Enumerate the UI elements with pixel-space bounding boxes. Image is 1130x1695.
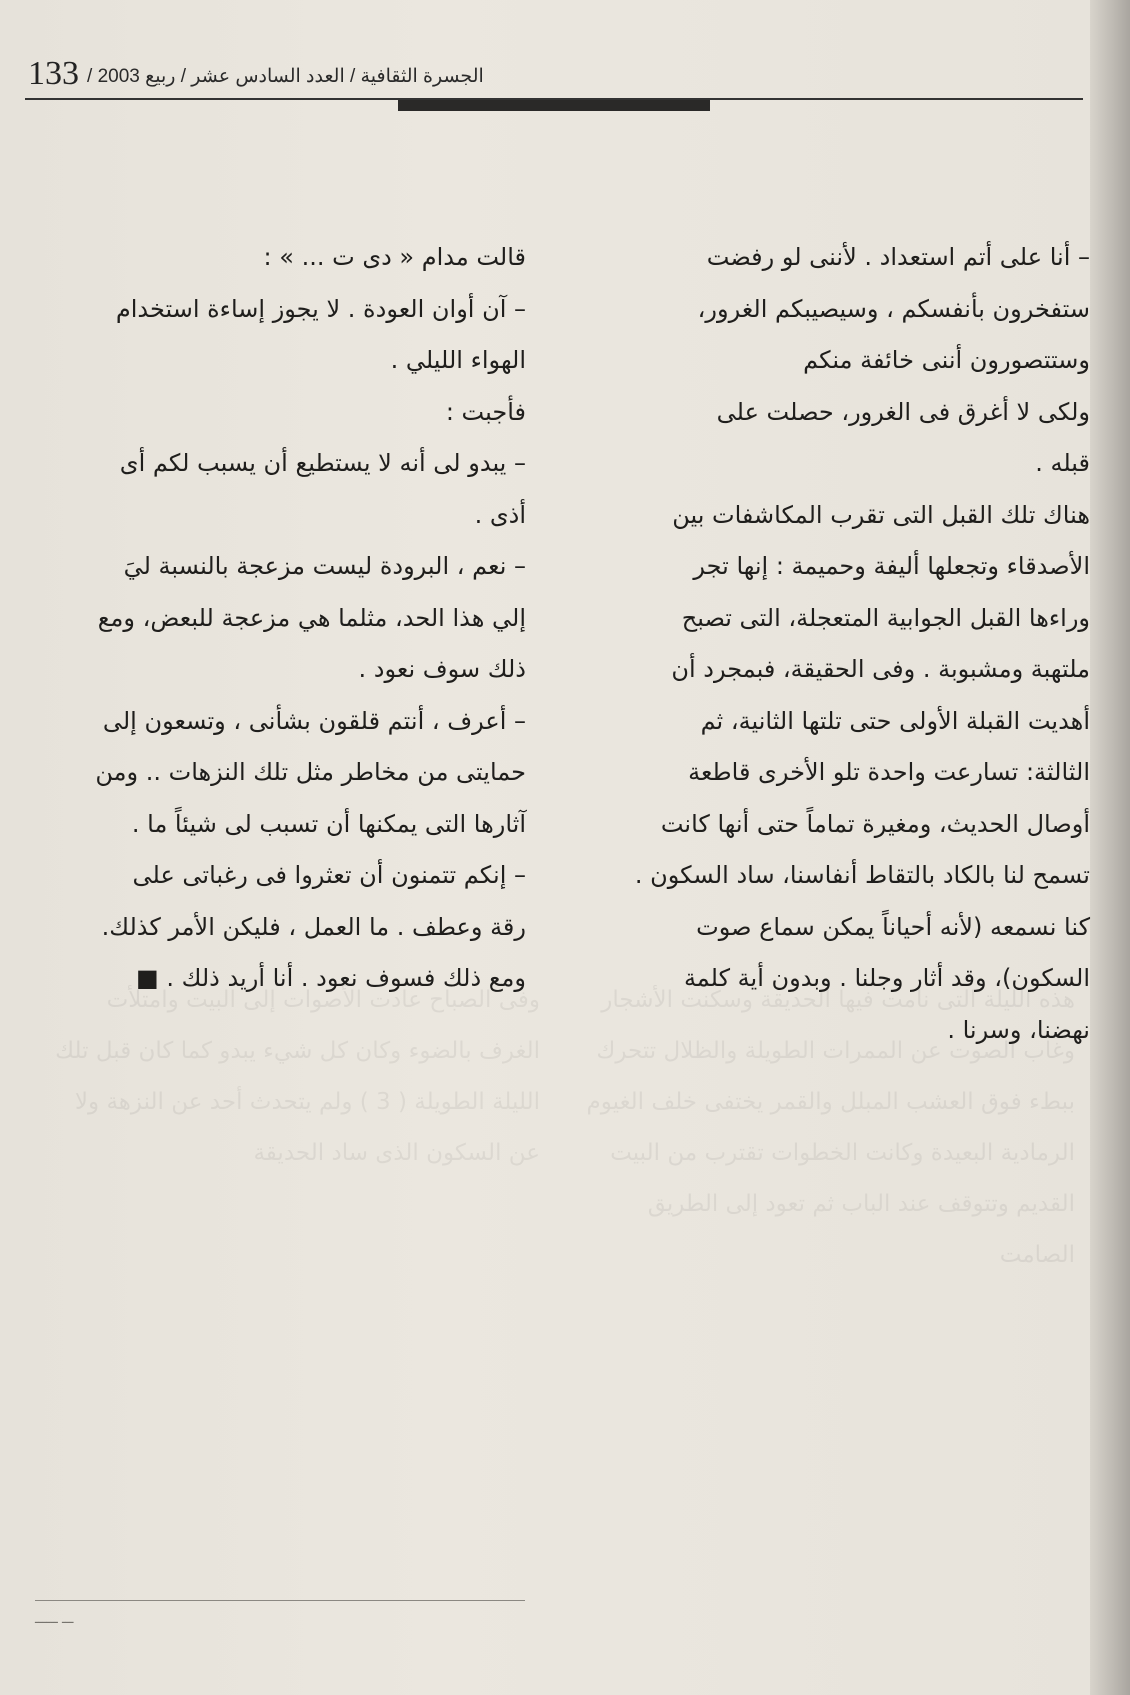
text-line: قالت مدام « دى ت ... » : xyxy=(263,243,526,271)
text-line: – إنكم تتمنون أن تعثروا فى رغباتى على xyxy=(132,861,526,889)
text-line: إلي هذا الحد، مثلما هي مزعجة للبعض، ومع xyxy=(97,603,526,632)
text-line: – أنا على أتم استعداد . لأننى لو رفضت xyxy=(706,243,1090,271)
bleed-through-text-right: هذه الليلة التى نامت فيها الحديقة وسكنت الأشجار وغاب الصوت عن الممرات الطويلة والظلال تتحرك ببطء فوق العشب المبلل والقمر يختفى خلف الغيوم الرمادية البعيدة وكانت الخطوات تقترب من البيت القديم وتتوقف عند الباب ثم تعود إلى الطريق الصامت xyxy=(586,987,1075,1268)
bleed-through-text-left: وفى الصباح عادت الأصوات إلى البيت وامتلأت الغرف بالضوء وكان كل شيء يبدو كما كان قبل تلك الليلة الطويلة ( 3 ) ولم يتحدث أحد عن النزهة ولا عن السكون الذى ساد الحديقة xyxy=(55,987,540,1166)
text-line: – يبدو لى أنه لا يستطيع أن يسبب لكم أى xyxy=(119,449,526,477)
header-bar xyxy=(398,100,710,111)
text-line: الأصدقاء وتجعلها أليفة وحميمة : إنها تجر xyxy=(693,552,1090,580)
footnote: ـــ ــــــ xyxy=(35,1612,74,1627)
text-line: ذلك سوف نعود . xyxy=(358,655,526,683)
text-line: هناك تلك القبل التى تقرب المكاشفات بين xyxy=(672,500,1090,529)
text-line: ولكى لا أغرق فى الغرور، حصلت على xyxy=(716,397,1090,426)
text-line: السكون)، وقد أثار وجلنا . وبدون أية كلمة xyxy=(683,964,1090,992)
text-line: وراءها القبل الجوابية المتعجلة، التى تصبح xyxy=(681,603,1090,632)
text-column-left xyxy=(40,232,526,1005)
text-line: الثالثة: تسارعت واحدة تلو الأخرى قاطعة xyxy=(688,758,1090,786)
text-line: آثارها التى يمكنها أن تسبب لى شيئاً ما . xyxy=(131,809,526,838)
text-line: أذى . xyxy=(474,500,526,529)
text-line: نهضنا، وسرنا . xyxy=(947,1015,1090,1044)
text-line: فأجبت : xyxy=(445,397,526,426)
text-line: – آن أوان العودة . لا يجوز إساءة استخدام xyxy=(115,294,526,323)
text-line: أوصال الحديث، ومغيرة تماماً حتى أنها كانت xyxy=(660,809,1090,838)
text-line: الهواء الليلي . xyxy=(390,346,526,374)
text-line: – أعرف ، أنتم قلقون بشأنى ، وتسعون إلى xyxy=(102,706,526,735)
text-line: أهديت القبلة الأولى حتى تلتها الثانية، ثم xyxy=(700,706,1090,735)
text-column-right xyxy=(600,232,1090,1056)
text-line: قبله . xyxy=(1035,449,1090,477)
page-number: 133 xyxy=(28,55,79,92)
page-edge-shadow xyxy=(1090,0,1130,1695)
end-of-article-line: ومع ذلك فسوف نعود . أنا أريد ذلك . ■ xyxy=(136,964,526,992)
text-line: – نعم ، البرودة ليست مزعجة بالنسبة ليَ xyxy=(123,552,526,580)
text-line: رقة وعطف . ما العمل ، فليكن الأمر كذلك. xyxy=(101,912,526,941)
text-line: ملتهبة ومشبوبة . وفى الحقيقة، فبمجرد أن xyxy=(671,655,1090,683)
text-line: حمايتى من مخاطر مثل تلك النزهات .. ومن xyxy=(95,758,526,786)
text-line: تسمح لنا بالكاد بالتقاط أنفاسنا، ساد السكون . xyxy=(634,861,1090,889)
text-line: وستتصورون أننى خائفة منكم xyxy=(803,346,1090,374)
running-head: الجسرة الثقافية / العدد السادس عشر / ربيع 2003 / xyxy=(87,66,484,87)
page-header xyxy=(28,52,538,92)
text-line: ستفخرون بأنفسكم ، وسيصيبكم الغرور، xyxy=(697,294,1090,323)
text-line: كنا نسمعه (لأنه أحياناً يمكن سماع صوت xyxy=(696,912,1090,941)
footnote-rule xyxy=(35,1600,525,1601)
